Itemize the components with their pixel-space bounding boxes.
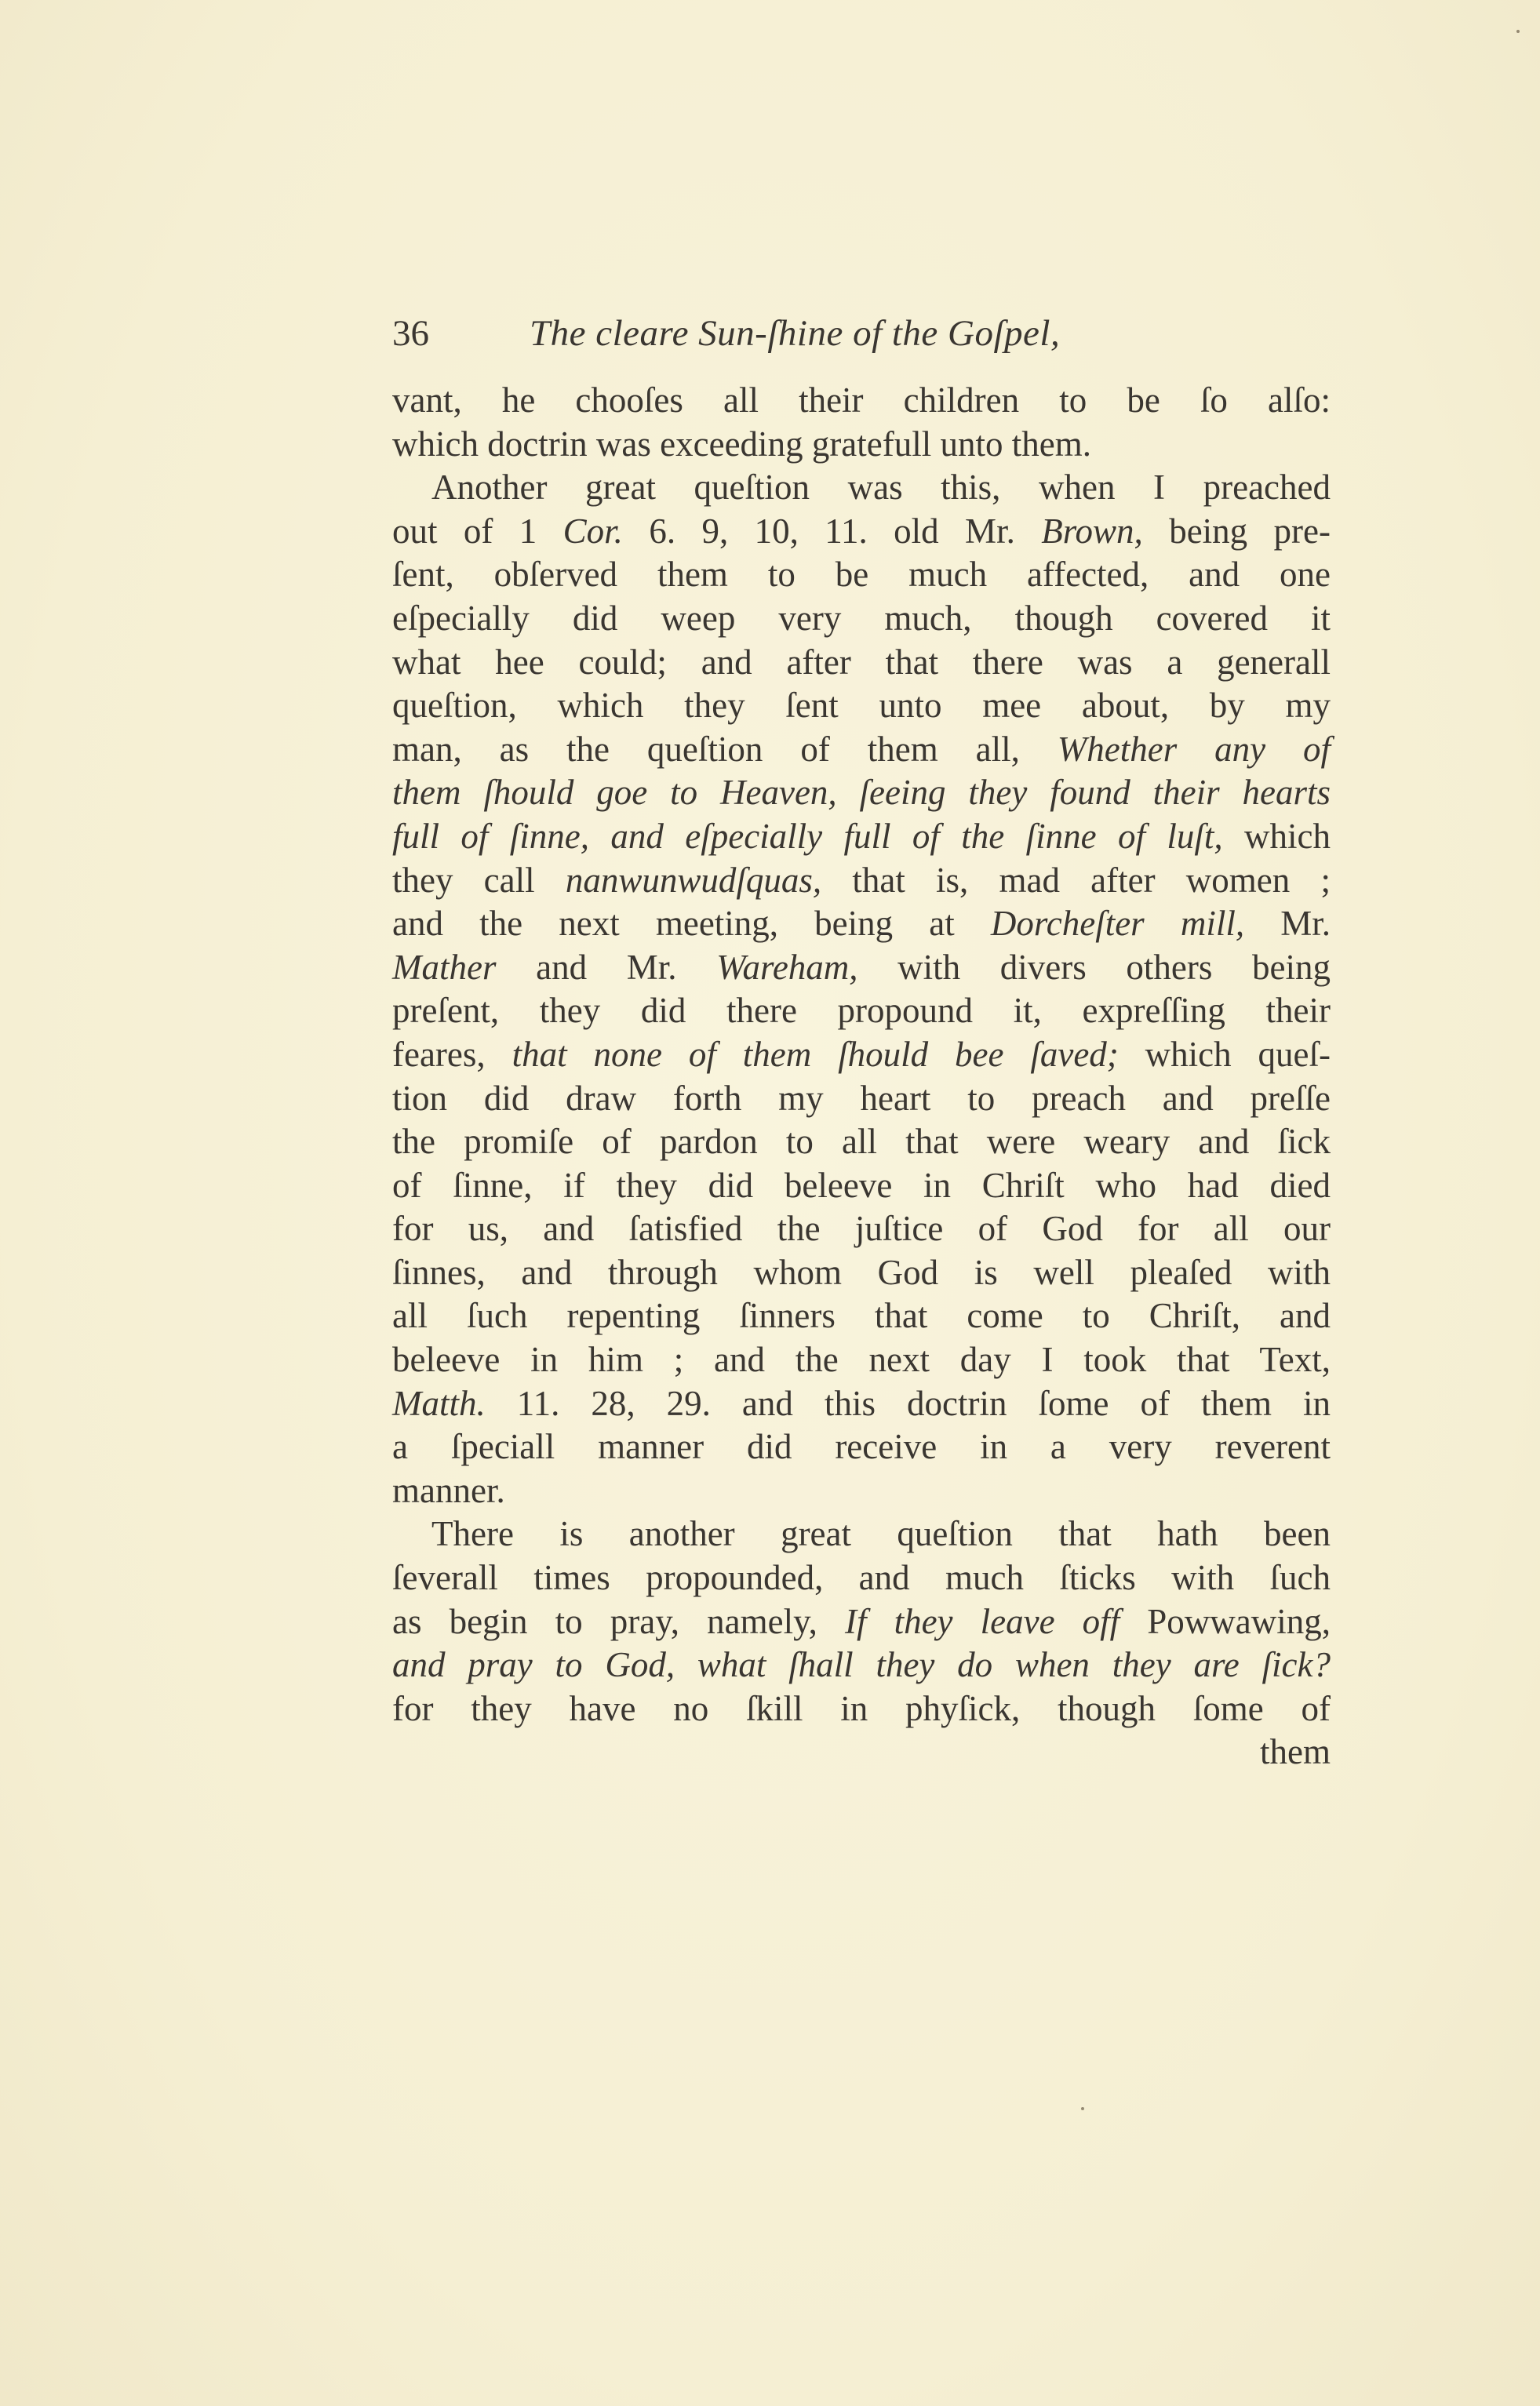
text-span: Another great queſtion was this, when I preached <box>431 468 1331 508</box>
text-line <box>392 1294 1331 1338</box>
text-span: 6. 9, 10, 11. old Mr. <box>622 511 1042 551</box>
text-line <box>392 1338 1331 1382</box>
text-line <box>392 1556 1331 1600</box>
italic-text-span: Mather <box>392 947 497 987</box>
text-line <box>392 510 1331 554</box>
italic-text-span: Matth. <box>392 1383 486 1423</box>
text-span: manner. <box>392 1470 505 1510</box>
text-line <box>392 1643 1331 1687</box>
italic-text-span: them ſhould goe to Heaven, ſeeing they found their hearts <box>392 773 1331 813</box>
italic-text-span: full of ſinne, and eſpecially full of the ſinne of luſt, <box>392 816 1223 856</box>
text-span: man, as the queſtion of them all, <box>392 729 1058 769</box>
text-span: a ſpeciall manner did receive in a very reverent <box>392 1427 1331 1467</box>
text-line <box>392 466 1331 510</box>
italic-text-span: that none of them ſhould bee ſaved; <box>512 1034 1119 1074</box>
text-line <box>392 1469 1331 1513</box>
italic-text-span: Dorcheſter mill, <box>990 904 1245 944</box>
text-span: which doctrin was exceeding gratefull unto them. <box>392 424 1091 464</box>
text-line <box>392 859 1331 903</box>
text-line <box>392 1382 1331 1426</box>
italic-text-span: Whether any of <box>1057 729 1331 769</box>
text-span: ſeverall times propounded, and much ſticks with ſuch <box>392 1558 1331 1598</box>
text-span: queſtion, which they ſent unto mee about, by my <box>392 686 1331 726</box>
text-span: they call <box>392 860 566 900</box>
text-span: vant, he chooſes all their children to be ſo alſo: <box>392 380 1331 420</box>
text-line <box>392 1512 1331 1556</box>
text-span: Powwawing, <box>1120 1601 1331 1641</box>
text-line <box>392 1164 1331 1208</box>
text-span: beleeve in him ; and the next day I took that Text, <box>392 1340 1331 1380</box>
text-line <box>392 1687 1331 1731</box>
text-span: Mr. <box>1244 904 1331 944</box>
italic-text-span: and pray to God, what ſhall they do when they are ſick? <box>392 1645 1331 1685</box>
page-number: 36 <box>392 313 429 354</box>
text-line <box>392 684 1331 728</box>
text-span: ſinnes, and through whom God is well pleaſed with <box>392 1252 1331 1292</box>
text-span: all ſuch repenting ſinners that come to Chriſt, and <box>392 1296 1331 1336</box>
text-span: feares, <box>392 1034 512 1074</box>
text-line <box>392 1207 1331 1251</box>
text-line <box>392 902 1331 946</box>
text-line <box>392 1731 1331 1774</box>
italic-text-span: Cor. <box>562 511 623 551</box>
paper-speck <box>1081 2107 1084 2110</box>
text-span: out of 1 <box>392 511 563 551</box>
text-line <box>392 1033 1331 1077</box>
text-line <box>392 728 1331 772</box>
text-line <box>392 641 1331 685</box>
text-span: preſent, they did there propound it, expreſſing their <box>392 991 1331 1031</box>
text-span: eſpecially did weep very much, though covered it <box>392 598 1331 638</box>
text-span: and the next meeting, being at <box>392 904 991 944</box>
text-span: them <box>1260 1732 1331 1772</box>
text-line <box>392 989 1331 1033</box>
italic-text-span: Brown, <box>1041 511 1143 551</box>
text-span: and Mr. <box>496 947 717 987</box>
text-span: ſent, obſerved them to be much affected, and one <box>392 555 1331 595</box>
text-span: as begin to pray, namely, <box>392 1601 845 1641</box>
text-span: which <box>1222 816 1331 856</box>
text-line <box>392 379 1331 423</box>
text-line <box>392 1425 1331 1469</box>
text-line <box>392 771 1331 815</box>
text-span: which queſ- <box>1118 1034 1331 1074</box>
text-span: being pre- <box>1142 511 1331 551</box>
text-span: for they have no ſkill in phyſick, though ſome of <box>392 1688 1331 1728</box>
text-line <box>392 946 1331 990</box>
italic-text-span: Wareham, <box>716 947 858 987</box>
text-span: tion did draw forth my heart to preach and preſſe <box>392 1078 1331 1118</box>
text-span: of ſinne, if they did beleeve in Chriſt who had died <box>392 1165 1331 1205</box>
italic-text-span: If they leave off <box>845 1601 1120 1641</box>
text-span: the promiſe of pardon to all that were weary and ſick <box>392 1122 1331 1162</box>
running-title: The cleare Sun-ſhine of the Goſpel, <box>530 313 1061 354</box>
italic-text-span: nanwunwudſquas, <box>565 860 822 900</box>
text-span: that is, mad after women ; <box>821 860 1331 900</box>
text-span: 11. 28, 29. and this doctrin ſome of them in <box>485 1383 1331 1423</box>
text-line <box>392 423 1331 467</box>
text-line <box>392 1120 1331 1164</box>
text-span: There is another great queſtion that hath been <box>431 1514 1331 1554</box>
text-line <box>392 553 1331 597</box>
page-header <box>392 306 1334 361</box>
text-line <box>392 1600 1331 1644</box>
text-span: what hee could; and after that there was a generall <box>392 642 1331 682</box>
text-line <box>392 815 1331 859</box>
text-line <box>392 1077 1331 1121</box>
text-line <box>392 1251 1331 1295</box>
body-text <box>392 379 1331 1774</box>
text-span: for us, and ſatisfied the juſtice of God for all our <box>392 1209 1331 1249</box>
text-line <box>392 597 1331 641</box>
paper-speck <box>1516 30 1520 33</box>
text-span: with divers others being <box>857 947 1331 987</box>
